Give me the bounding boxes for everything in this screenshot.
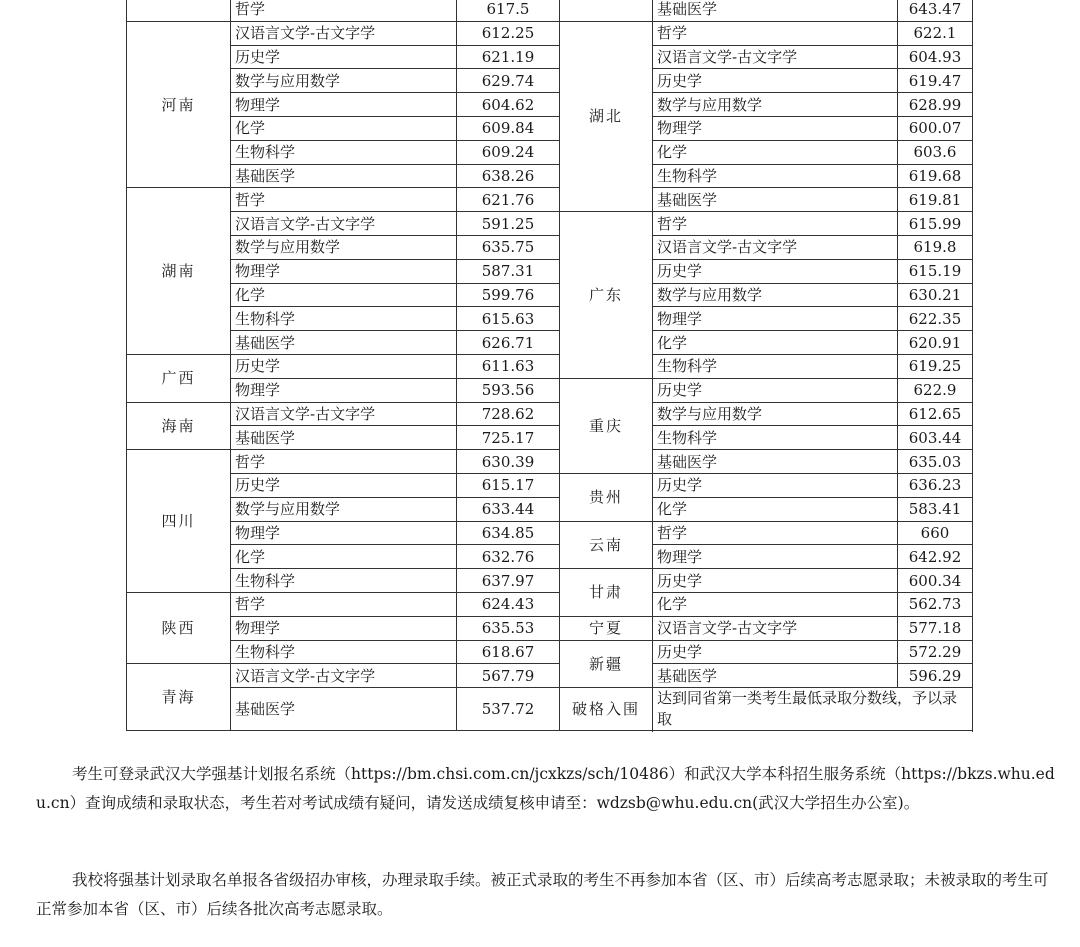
table-row	[127, 521, 973, 545]
score-cell: 615.19	[898, 259, 973, 283]
score-cell: 642.92	[898, 545, 973, 569]
major-cell: 物理学	[231, 616, 457, 640]
score-cell: 612.25	[457, 21, 560, 45]
province-cell: 贵州	[560, 473, 653, 521]
score-cell: 621.76	[457, 188, 560, 212]
major-cell: 基础医学	[231, 331, 457, 355]
province-cell: 湖北	[560, 21, 653, 211]
major-cell: 基础医学	[653, 0, 898, 21]
table-row	[127, 426, 973, 450]
major-cell: 生物科学	[653, 164, 898, 188]
major-cell: 基础医学	[231, 688, 457, 731]
province-cell: 河南	[127, 21, 231, 188]
admission-procedure-paragraph: 我校将强基计划录取名单报各省级招办审核，办理录取手续。被正式录取的考生不再参加本省（区、市）后续高考志愿录取；未被录取的考生可正常参加本省（区、市）后续各批次高考志愿录取。	[36, 871, 1049, 918]
province-cell: 破格入围	[560, 688, 653, 731]
score-cell: 600.07	[898, 116, 973, 140]
table-row	[127, 235, 973, 259]
score-cell: 612.65	[898, 402, 973, 426]
score-cell: 619.47	[898, 69, 973, 93]
score-cell: 572.29	[898, 640, 973, 664]
table-row	[127, 116, 973, 140]
major-cell: 汉语言文学-古文字学	[231, 664, 457, 688]
major-cell: 历史学	[653, 378, 898, 402]
major-cell: 物理学	[653, 116, 898, 140]
major-cell: 数学与应用数学	[231, 497, 457, 521]
table-row	[127, 0, 973, 21]
score-cell: 622.9	[898, 378, 973, 402]
table-row	[127, 331, 973, 355]
admission-score-table	[126, 0, 973, 731]
major-cell: 化学	[231, 283, 457, 307]
table-row	[127, 140, 973, 164]
major-cell: 化学	[653, 331, 898, 355]
table-row	[127, 212, 973, 236]
province-cell: 广东	[560, 212, 653, 379]
major-cell: 历史学	[231, 45, 457, 69]
major-cell: 哲学	[653, 521, 898, 545]
major-cell: 物理学	[231, 259, 457, 283]
major-cell: 数学与应用数学	[653, 283, 898, 307]
table-row	[127, 93, 973, 117]
score-cell: 643.47	[898, 0, 973, 21]
score-cell: 611.63	[457, 354, 560, 378]
score-cell: 638.26	[457, 164, 560, 188]
major-cell: 历史学	[231, 473, 457, 497]
score-cell: 634.85	[457, 521, 560, 545]
table-row	[127, 21, 973, 45]
major-cell: 数学与应用数学	[231, 69, 457, 93]
score-cell: 599.76	[457, 283, 560, 307]
score-cell: 628.99	[898, 93, 973, 117]
score-cell: 620.91	[898, 331, 973, 355]
score-cell: 660	[898, 521, 973, 545]
table-row	[127, 569, 973, 593]
score-cell: 622.1	[898, 21, 973, 45]
table-row	[127, 545, 973, 569]
province-cell: 宁夏	[560, 616, 653, 640]
score-cell: 728.62	[457, 402, 560, 426]
major-cell: 物理学	[231, 378, 457, 402]
major-cell: 基础医学	[231, 426, 457, 450]
score-cell: 619.8	[898, 235, 973, 259]
score-cell: 725.17	[457, 426, 560, 450]
major-cell: 汉语言文学-古文字学	[231, 212, 457, 236]
major-cell: 生物科学	[653, 426, 898, 450]
table-row	[127, 307, 973, 331]
major-cell: 物理学	[231, 521, 457, 545]
major-cell: 哲学	[231, 592, 457, 616]
score-cell: 629.74	[457, 69, 560, 93]
score-cell: 562.73	[898, 592, 973, 616]
major-cell: 生物科学	[231, 307, 457, 331]
major-cell: 化学	[653, 592, 898, 616]
major-cell: 物理学	[653, 307, 898, 331]
province-cell: 甘肃	[560, 569, 653, 617]
table-row	[127, 473, 973, 497]
score-cell: 615.63	[457, 307, 560, 331]
major-cell: 生物科学	[231, 569, 457, 593]
score-cell: 633.44	[457, 497, 560, 521]
score-cell: 600.34	[898, 569, 973, 593]
major-cell: 历史学	[653, 473, 898, 497]
table-row	[127, 402, 973, 426]
table-row	[127, 283, 973, 307]
province-cell: 湖南	[127, 188, 231, 355]
score-cell: 619.25	[898, 354, 973, 378]
score-cell: 637.97	[457, 569, 560, 593]
table-row	[127, 664, 973, 688]
table-row	[127, 616, 973, 640]
major-cell: 哲学	[231, 188, 457, 212]
major-cell: 生物科学	[231, 140, 457, 164]
province-cell: 广西	[127, 354, 231, 402]
major-cell: 基础医学	[653, 188, 898, 212]
province-cell: 重庆	[560, 378, 653, 473]
score-cell: 618.67	[457, 640, 560, 664]
major-cell: 化学	[653, 140, 898, 164]
major-cell: 哲学	[653, 212, 898, 236]
major-cell: 数学与应用数学	[653, 93, 898, 117]
score-cell: 604.62	[457, 93, 560, 117]
exception-note-cell: 达到同省第一类考生最低录取分数线，予以录取	[653, 688, 973, 731]
province-cell	[127, 0, 231, 21]
score-cell: 591.25	[457, 212, 560, 236]
major-cell: 汉语言文学-古文字学	[653, 235, 898, 259]
major-cell: 基础医学	[653, 450, 898, 474]
score-cell: 632.76	[457, 545, 560, 569]
table-row	[127, 688, 973, 731]
table-row	[127, 188, 973, 212]
major-cell: 历史学	[653, 259, 898, 283]
major-cell: 生物科学	[653, 354, 898, 378]
table-row	[127, 354, 973, 378]
score-cell: 630.39	[457, 450, 560, 474]
table-row	[127, 640, 973, 664]
province-cell: 青海	[127, 664, 231, 731]
province-cell: 云南	[560, 521, 653, 569]
major-cell: 生物科学	[231, 640, 457, 664]
score-cell: 583.41	[898, 497, 973, 521]
major-cell: 哲学	[231, 0, 457, 21]
major-cell: 汉语言文学-古文字学	[231, 21, 457, 45]
score-cell: 603.44	[898, 426, 973, 450]
score-cell: 567.79	[457, 664, 560, 688]
table-row	[127, 592, 973, 616]
major-cell: 哲学	[653, 21, 898, 45]
score-cell: 635.03	[898, 450, 973, 474]
major-cell: 历史学	[653, 640, 898, 664]
province-cell: 海南	[127, 402, 231, 450]
table-row	[127, 45, 973, 69]
score-cell: 615.99	[898, 212, 973, 236]
province-cell	[560, 0, 653, 21]
major-cell: 哲学	[231, 450, 457, 474]
score-cell: 587.31	[457, 259, 560, 283]
major-cell: 基础医学	[231, 164, 457, 188]
score-cell: 604.93	[898, 45, 973, 69]
major-cell: 汉语言文学-古文字学	[653, 616, 898, 640]
score-cell: 615.17	[457, 473, 560, 497]
major-cell: 物理学	[653, 545, 898, 569]
major-cell: 数学与应用数学	[653, 402, 898, 426]
score-cell: 619.68	[898, 164, 973, 188]
score-cell: 537.72	[457, 688, 560, 731]
table-row	[127, 450, 973, 474]
score-cell: 621.19	[457, 45, 560, 69]
major-cell: 数学与应用数学	[231, 235, 457, 259]
score-cell: 596.29	[898, 664, 973, 688]
major-cell: 汉语言文学-古文字学	[653, 45, 898, 69]
major-cell: 化学	[653, 497, 898, 521]
table-row	[127, 69, 973, 93]
query-instructions-paragraph: 考生可登录武汉大学强基计划报名系统（https://bm.chsi.com.cn/jcxkzs/sch/10486）和武汉大学本科招生服务系统（https://bkzs.whu.edu.cn）查询成绩和录取状态，考生若对考试成绩有疑问，请发送成绩复核申请至：wdzsb@whu.edu.cn(武汉大学招生办公室)。	[36, 765, 1055, 812]
score-cell: 619.81	[898, 188, 973, 212]
major-cell: 物理学	[231, 93, 457, 117]
major-cell: 历史学	[653, 69, 898, 93]
score-cell: 603.6	[898, 140, 973, 164]
score-cell: 626.71	[457, 331, 560, 355]
score-cell: 624.43	[457, 592, 560, 616]
score-cell: 622.35	[898, 307, 973, 331]
major-cell: 历史学	[231, 354, 457, 378]
table-row	[127, 378, 973, 402]
score-cell: 577.18	[898, 616, 973, 640]
province-cell: 四川	[127, 450, 231, 593]
score-cell: 635.75	[457, 235, 560, 259]
score-cell: 617.5	[457, 0, 560, 21]
province-cell: 陕西	[127, 592, 231, 663]
score-cell: 635.53	[457, 616, 560, 640]
major-cell: 基础医学	[653, 664, 898, 688]
major-cell: 化学	[231, 116, 457, 140]
table-row	[127, 497, 973, 521]
major-cell: 历史学	[653, 569, 898, 593]
major-cell: 汉语言文学-古文字学	[231, 402, 457, 426]
score-cell: 609.84	[457, 116, 560, 140]
score-cell: 636.23	[898, 473, 973, 497]
score-cell: 609.24	[457, 140, 560, 164]
table-row	[127, 259, 973, 283]
table-row	[127, 164, 973, 188]
major-cell: 化学	[231, 545, 457, 569]
score-cell: 593.56	[457, 378, 560, 402]
province-cell: 新疆	[560, 640, 653, 688]
score-cell: 630.21	[898, 283, 973, 307]
